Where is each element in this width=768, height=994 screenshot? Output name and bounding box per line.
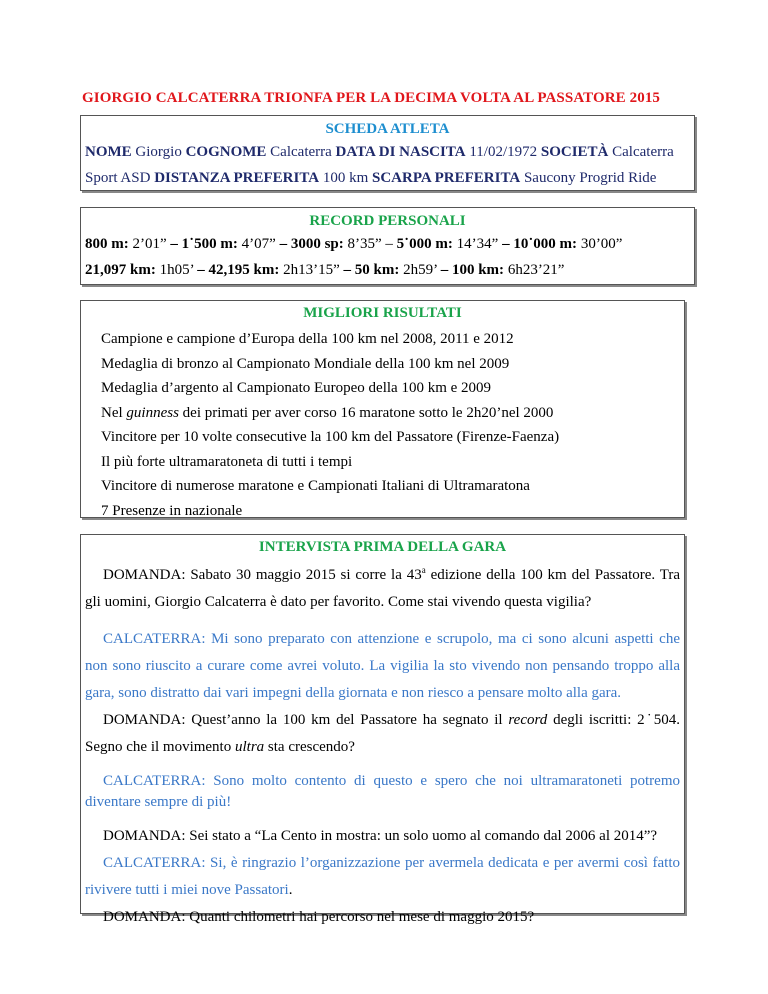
list-item: Il più forte ultramaratoneta di tutti i tempi: [101, 453, 353, 470]
list-item: Medaglia di bronzo al Campionato Mondiale della 100 km nel 2009: [101, 355, 510, 372]
interview-heading: INTERVISTA PRIMA DELLA GARA: [258, 539, 507, 555]
record-value: 30’00”: [580, 236, 623, 252]
record-label: 100 km:: [451, 262, 505, 278]
interview-box: [80, 534, 685, 925]
record-value: 1h05’: [159, 262, 194, 278]
record-value: 6h23’21”: [507, 262, 565, 278]
record-label: 3000 sp:: [290, 236, 344, 252]
surname-label: COGNOME: [185, 144, 267, 160]
surname-value: Calcaterra: [270, 144, 332, 160]
record-label: 1˙500 m:: [181, 236, 238, 252]
name-label: NOME: [85, 144, 132, 160]
question: DOMANDA: Quest’anno la 100 km del Passatore ha segnato il record degli iscritti: 2˙504. Segno che il movimento ultra sta crescendo?: [85, 712, 681, 755]
best-results-heading: MIGLIORI RISULTATI: [303, 305, 462, 321]
answer: CALCATERRA: Sono molto contento di questo e spero che noi ultramaratoneti potremo diventare sempre di più!: [85, 773, 680, 810]
guinness-word: guinness: [126, 404, 179, 421]
name-value: Giorgio: [135, 144, 182, 160]
record-label: 800 m:: [85, 236, 129, 252]
list-item: 7 Presenze in nazionale: [101, 502, 243, 519]
record-label: 10˙000 m:: [513, 236, 578, 252]
club-value: Calcaterra Sport ASD: [85, 144, 674, 186]
record-label: 50 km:: [354, 262, 400, 278]
list-item: Nel guinness dei primati per aver corso 16 maratone sotto le 2h20’nel 2000: [101, 404, 554, 421]
personal-records-box: [80, 207, 695, 285]
athlete-card-body: [85, 139, 690, 191]
distance-value: 100 km: [322, 170, 369, 186]
record-value: 8’35”: [347, 236, 382, 252]
record-value: 2’01”: [132, 236, 167, 252]
birthdate-value: 11/02/1972: [469, 144, 538, 160]
record-value: 2h13’15”: [283, 262, 340, 278]
list-item: Medaglia d’argento al Campionato Europeo della 100 km e 2009: [101, 380, 492, 396]
record-label: 21,097 km:: [85, 262, 156, 278]
answer: CALCATERRA: Si, è ringrazio l’organizzazione per avermela dedicata e per avermi così fatto rivivere tutti i miei nove Passatori.: [85, 855, 680, 898]
birthdate-label: DATA DI NASCITA: [335, 144, 466, 160]
list-item: Vincitore per 10 volte consecutive la 100 km del Passatore (Firenze-Faenza): [101, 429, 560, 445]
distance-label: DISTANZA PREFERITA: [154, 170, 320, 186]
answer: CALCATERRA: Mi sono preparato con attenzione e scrupolo, ma ci sono alcuni aspetti che non sono riuscito a curare come avrei voluto. La vigilia la sto vivendo non pensando troppo alla gara, sono distratto dai vari impegni della giornata e non riesco a pensare molto alla gara.: [85, 631, 680, 701]
shoe-value: Saucony Progrid Ride: [523, 170, 657, 186]
question: DOMANDA: Sei stato a “La Cento in mostra: un solo uomo al comando dal 2006 al 2014”?: [103, 828, 658, 844]
athlete-card-heading: SCHEDA ATLETA: [325, 121, 450, 137]
best-results-list: [101, 327, 664, 523]
best-results-box: [80, 300, 685, 518]
personal-records-heading: RECORD PERSONALI: [309, 213, 466, 229]
list-item: Vincitore di numerose maratone e Campionati Italiani di Ultramaratona: [101, 478, 530, 494]
record-label: 5˙000 m:: [396, 236, 453, 252]
shoe-label: SCARPA PREFERITA: [372, 170, 521, 186]
club-label: SOCIETÀ: [540, 144, 609, 160]
question: DOMANDA: Quanti chilometri hai percorso nel mese di maggio 2015?: [103, 909, 535, 925]
record-value: 14’34”: [456, 236, 499, 252]
question: DOMANDA: Sabato 30 maggio 2015 si corre la 43$^a$ edizione della 100 km del Passatore. Tra gli uomini, Giorgio Calcaterra è dato per favorito. Come stai vivendo questa vigilia?: [85, 565, 680, 610]
athlete-card: [80, 115, 695, 191]
list-item: Campione e campione d’Europa della 100 km nel 2008, 2011 e 2012: [101, 331, 514, 347]
article-title: GIORGIO CALCATERRA TRIONFA PER LA DECIMA VOLTA AL PASSATORE 2015: [82, 90, 661, 106]
record-value: 2h59’: [403, 262, 437, 278]
record-label: 42,195 km:: [208, 262, 280, 278]
record-value: 4’07”: [241, 236, 276, 252]
personal-records-body: 800 m: 2’01” – 1˙500 m: 4’07” – 3000 sp: 8’35” – 5˙000 m: 14’34” – 10˙000 m: 30’00” 21,097 km: 1h05’ – 42,195 km: 2h13’15” – 50 km: 2h59’ – 100 km: 6h23’21”: [85, 236, 623, 278]
